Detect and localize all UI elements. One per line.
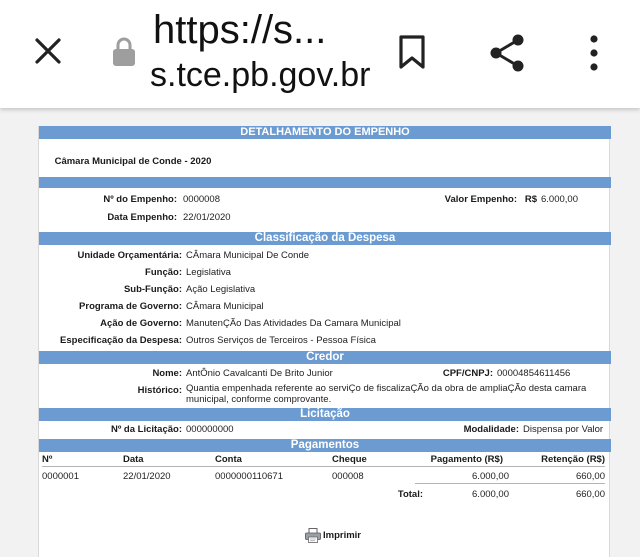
printer-icon [305,528,321,543]
historico-value: Quantia empenhada referente ao serviÇo de fiscalizaÇÃo da obra de ampliaÇÃo desta camara municipal, conforme comprovante. [186,383,587,405]
cpf-cnpj-value: 00004854611456 [497,368,571,379]
col-header-cheque: Cheque [332,454,367,465]
col-header-pagamento: Pagamento (R$) [430,454,503,465]
funcao-value: Legislativa [186,267,231,278]
total-retencao: 660,00 [575,489,605,500]
table-header-rule [42,466,605,467]
numero-licitacao-label: Nº da Licitação: [110,424,182,435]
section-header-classificacao: Classificação da Despesa [39,232,611,245]
lock-icon[interactable] [112,36,136,68]
numero-licitacao-value: 000000000 [186,424,234,435]
historico-label: Histórico: [137,385,182,396]
funcao-label: Função: [145,267,182,278]
total-label: Total: [397,489,423,500]
empenho-detail-panel [38,126,610,557]
numero-empenho-value: 0000008 [183,194,220,205]
close-icon[interactable] [33,36,63,66]
total-pagamento: 6.000,00 [472,489,509,500]
row-data: 22/01/2020 [123,471,171,482]
unidade-orcamentaria-value: CÂmara Municipal De Conde [186,250,310,261]
row-conta: 0000000110671 [215,471,283,482]
browser-toolbar [0,0,640,108]
programa-governo-value: CÂmara Municipal [186,301,264,312]
acao-governo-label: Ação de Governo: [100,318,182,329]
row-cheque: 000008 [332,471,364,482]
section-divider-bar [39,177,611,188]
unidade-orcamentaria-label: Unidade Orçamentária: [77,250,182,261]
total-rule [415,483,605,484]
row-numero: 0000001 [42,471,79,482]
more-options-icon[interactable] [588,34,600,72]
web-page [0,108,640,557]
share-icon[interactable] [488,33,526,73]
especificacao-despesa-label: Especificação da Despesa: [60,335,182,346]
row-pagamento: 6.000,00 [472,471,509,482]
row-retencao: 660,00 [575,471,605,482]
print-button[interactable] [301,526,371,546]
sub-funcao-value: Ação Legislativa [186,284,256,295]
bookmark-icon[interactable] [398,34,426,70]
modalidade-value: Dispensa por Valor [523,424,604,435]
col-header-numero: Nº [42,454,53,465]
cpf-cnpj-label: CPF/CNPJ: [442,368,493,379]
programa-governo-label: Programa de Governo: [79,301,182,312]
url-text-domain[interactable]: s.tce.pb.gov.br [150,56,371,94]
url-text-primary[interactable]: https://s... [153,8,327,52]
col-header-retencao: Retenção (R$) [541,454,605,465]
valor-empenho-value: 6.000,00 [541,194,578,205]
credor-nome-value: AntÔnio Cavalcanti De Brito Junior [186,368,333,379]
acao-governo-value: ManutenÇÃo Das Atividades Da Camara Municipal [186,318,401,329]
print-label[interactable]: Imprimir [323,530,362,541]
section-header-pagamentos: Pagamentos [39,439,611,452]
sub-funcao-label: Sub-Função: [123,284,182,295]
data-empenho-value: 22/01/2020 [183,212,231,223]
col-header-conta: Conta [215,454,242,465]
section-header-empenho: DETALHAMENTO DO EMPENHO [39,126,611,139]
valor-empenho-label: Valor Empenho: [444,194,517,205]
section-header-licitacao: Licitação [39,408,611,421]
modalidade-label: Modalidade: [463,424,519,435]
data-empenho-label: Data Empenho: [107,212,177,223]
col-header-data: Data [123,454,144,465]
numero-empenho-label: Nº do Empenho: [103,194,177,205]
orgao-name: Câmara Municipal de Conde - 2020 [54,156,212,167]
section-header-credor: Credor [39,351,611,364]
valor-empenho-currency: R$ [524,194,537,205]
credor-nome-label: Nome: [152,368,182,379]
especificacao-despesa-value: Outros Serviços de Terceiros - Pessoa Física [186,335,376,346]
